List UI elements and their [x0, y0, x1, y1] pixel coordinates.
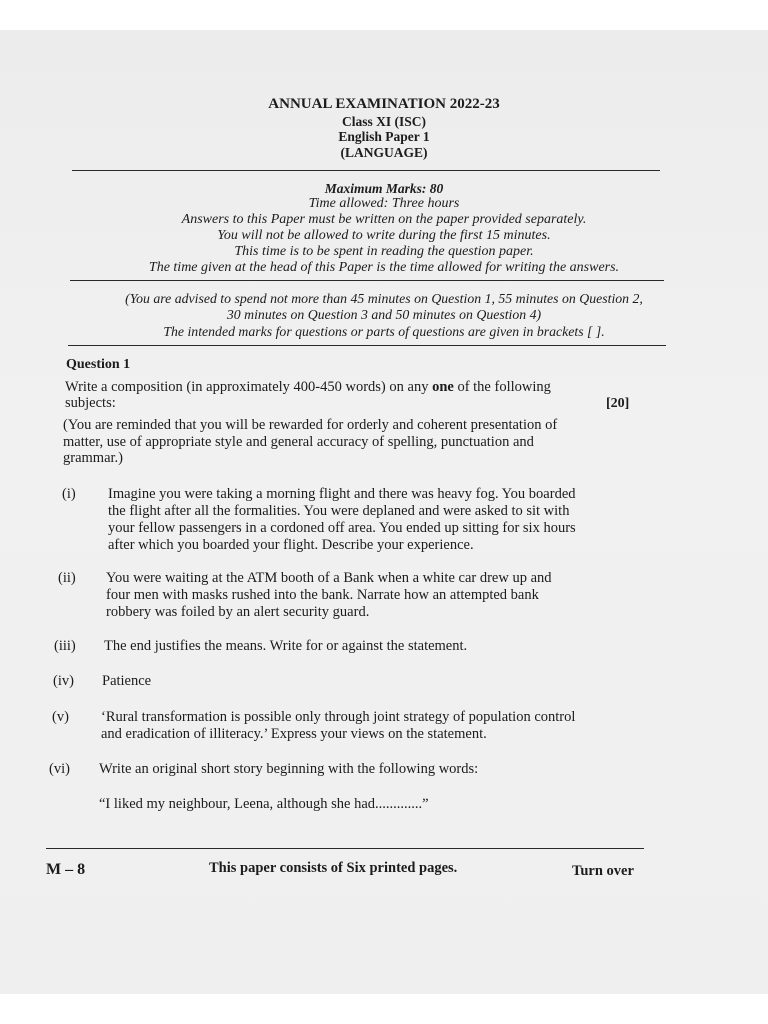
option-number: (ii)	[58, 570, 76, 586]
class-label: Class XI (ISC)	[341, 114, 426, 129]
exam-title: ANNUAL EXAMINATION 2022-23	[268, 96, 500, 112]
option-line: the flight after all the formalities. You were deplaned and were asked to sit with	[108, 503, 570, 519]
note-line: grammar.)	[63, 450, 123, 466]
paper-code: M – 8	[46, 861, 86, 878]
advice-line: The intended marks for questions or parts of questions are given in brackets [ ].	[163, 324, 605, 339]
option-number: (i)	[62, 486, 76, 502]
option-line: your fellow passengers in a cordoned off area. You ended up sitting for six hours	[108, 520, 576, 536]
option-number: (vi)	[49, 761, 70, 777]
advice-line: 30 minutes on Question 3 and 50 minutes on Question 4)	[226, 307, 542, 322]
option-line: Patience	[102, 673, 152, 689]
advice-line: (You are advised to spend not more than 45 minutes on Question 1, 55 minutes on Question 2,	[125, 291, 643, 306]
instruction-line: You will not be allowed to write during the first 15 minutes.	[217, 228, 551, 243]
turn-over-label: Turn over	[572, 863, 634, 879]
paper-label: English Paper 1	[338, 129, 430, 144]
option-number: (iii)	[54, 638, 76, 654]
time-allowed: Time allowed: Three hours	[308, 196, 460, 211]
instruction-line: Answers to this Paper must be written on the paper provided separately.	[181, 212, 587, 227]
option-line: You were waiting at the ATM booth of a Bank when a white car drew up and	[106, 570, 552, 586]
option-line: ‘Rural transformation is possible only through joint strategy of population control	[101, 709, 576, 725]
question-heading: Question 1	[66, 357, 131, 372]
divider-1	[72, 170, 660, 171]
option-line: four men with masks rushed into the bank. Narrate how an attempted bank	[106, 587, 539, 603]
option-line: Imagine you were taking a morning flight and there was heavy fog. You boarded	[108, 486, 576, 502]
instruction-line: The time given at the head of this Paper is the time allowed for writing the answers.	[148, 260, 620, 275]
marks-badge: [20]	[606, 396, 630, 411]
option-line: Write an original short story beginning with the following words:	[99, 761, 479, 777]
option-line: robbery was foiled by an alert security guard.	[106, 604, 370, 620]
question-intro: Write a composition (in approximately 400-450 words) on any one of the following	[65, 379, 551, 395]
option-number: (v)	[52, 709, 69, 725]
note-line: (You are reminded that you will be rewarded for orderly and coherent presentation of	[63, 417, 558, 433]
option-line: The end justifies the means. Write for or against the statement.	[104, 638, 468, 654]
note-line: matter, use of appropriate style and general accuracy of spelling, punctuation and	[63, 434, 534, 450]
divider-footer	[46, 848, 644, 849]
divider-2	[70, 280, 664, 281]
divider-3	[68, 345, 666, 346]
subject-label: (LANGUAGE)	[340, 145, 428, 160]
option-number: (iv)	[53, 673, 74, 689]
instruction-line: This time is to be spent in reading the question paper.	[234, 244, 534, 259]
story-opening-quote: “I liked my neighbour, Leena, although she had.............”	[99, 796, 429, 812]
page-count-note: This paper consists of Six printed pages.	[209, 860, 458, 876]
option-line: after which you boarded your flight. Describe your experience.	[108, 537, 474, 553]
max-marks: Maximum Marks: 80	[324, 181, 444, 196]
question-intro-line2: subjects:	[65, 395, 116, 411]
option-line: and eradication of illiteracy.’ Express your views on the statement.	[101, 726, 487, 742]
